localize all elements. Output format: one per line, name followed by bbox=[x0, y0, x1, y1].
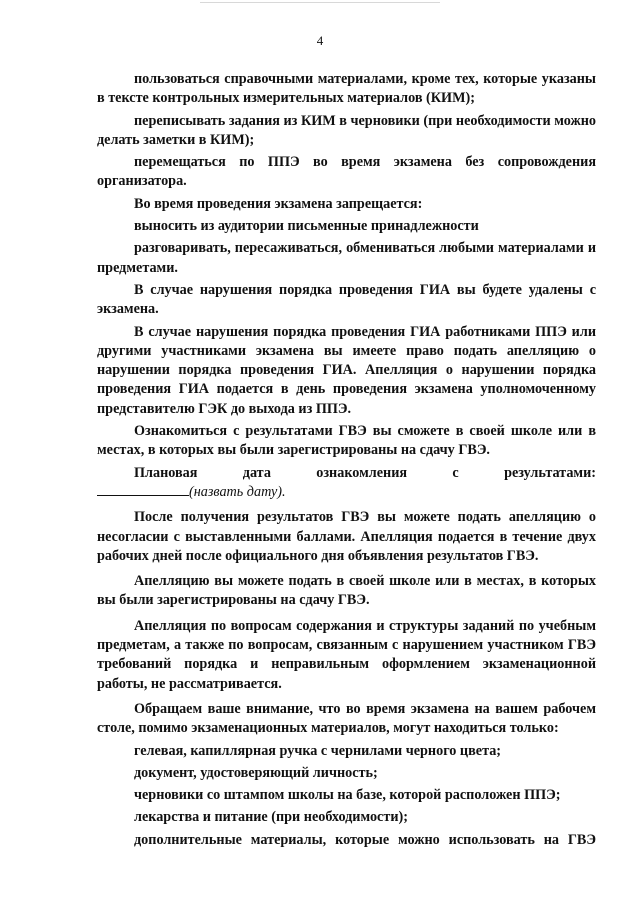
paragraph: переписывать задания из КИМ в черновики (при необходимости можно делать заметки в КИМ); bbox=[97, 112, 596, 148]
paragraph: Апелляция по вопросам содержания и структуры заданий по учебным предметам, а также по вопросам, связанным с нарушением участником ГВЭ требований порядка и неправильным оформлением экзаменационной работы, не рассматривается. bbox=[97, 617, 596, 692]
paragraph: пользоваться справочными материалами, кроме тех, которые указаны в тексте контрольных измерительных материалов (КИМ); bbox=[97, 71, 596, 107]
list-item: документ, удостоверяющий личность; bbox=[134, 764, 378, 781]
date-placeholder: (назвать дату). bbox=[189, 483, 286, 500]
list-item: гелевая, капиллярная ручка с чернилами черного цвета; bbox=[134, 742, 502, 759]
scan-edge-line bbox=[200, 2, 440, 3]
paragraph: выносить из аудитории письменные принадлежности bbox=[134, 218, 479, 235]
list-item: черновики со штампом школы на базе, которой расположен ППЭ; bbox=[134, 787, 561, 804]
planned-date-fill bbox=[97, 483, 596, 502]
list-item: дополнительные материалы, которые можно использовать на ГВЭ bbox=[134, 831, 596, 848]
paragraph: В случае нарушения порядка проведения ГИА вы будете удалены с экзамена. bbox=[97, 281, 596, 318]
page-number: 4 bbox=[316, 33, 324, 48]
paragraph: разговаривать, пересаживаться, обмениваться любыми материалами и предметами. bbox=[97, 240, 596, 276]
document-body bbox=[97, 70, 596, 850]
planned-date-line: Плановая дата ознакомления с результатами: bbox=[134, 464, 596, 481]
list-item: лекарства и питание (при необходимости); bbox=[134, 809, 408, 826]
paragraph: Апелляцию вы можете подать в своей школе или в местах, в которых вы были зарегистрированы на сдачу ГВЭ. bbox=[97, 573, 596, 609]
paragraph: Во время проведения экзамена запрещается: bbox=[134, 195, 423, 212]
paragraph: В случае нарушения порядка проведения ГИА работниками ППЭ или другими участниками экзамена вы имеете право подать апелляцию о нарушении порядка проведения ГИА. Апелляция о нарушении порядка проведения ГИА подается в день проведения экзамена уполномоченному представителю ГЭК до выхода из ППЭ. bbox=[97, 323, 596, 417]
paragraph: После получения результатов ГВЭ вы можете подать апелляцию о несогласии с выставленными баллами. Апелляция подается в течение двух рабочих дней после официального дня объявления результатов ГВЭ. bbox=[97, 509, 596, 564]
paragraph: Обращаем ваше внимание, что во время экзамена на вашем рабочем столе, помимо экзаменационных материалов, могут находиться только: bbox=[97, 700, 596, 737]
paragraph: перемещаться по ППЭ во время экзамена без сопровождения организатора. bbox=[97, 154, 596, 190]
paragraph: Ознакомиться с результатами ГВЭ вы сможете в своей школе или в местах, в которых вы были зарегистрированы на сдачу ГВЭ. bbox=[97, 423, 596, 459]
date-blank-line bbox=[97, 483, 189, 496]
